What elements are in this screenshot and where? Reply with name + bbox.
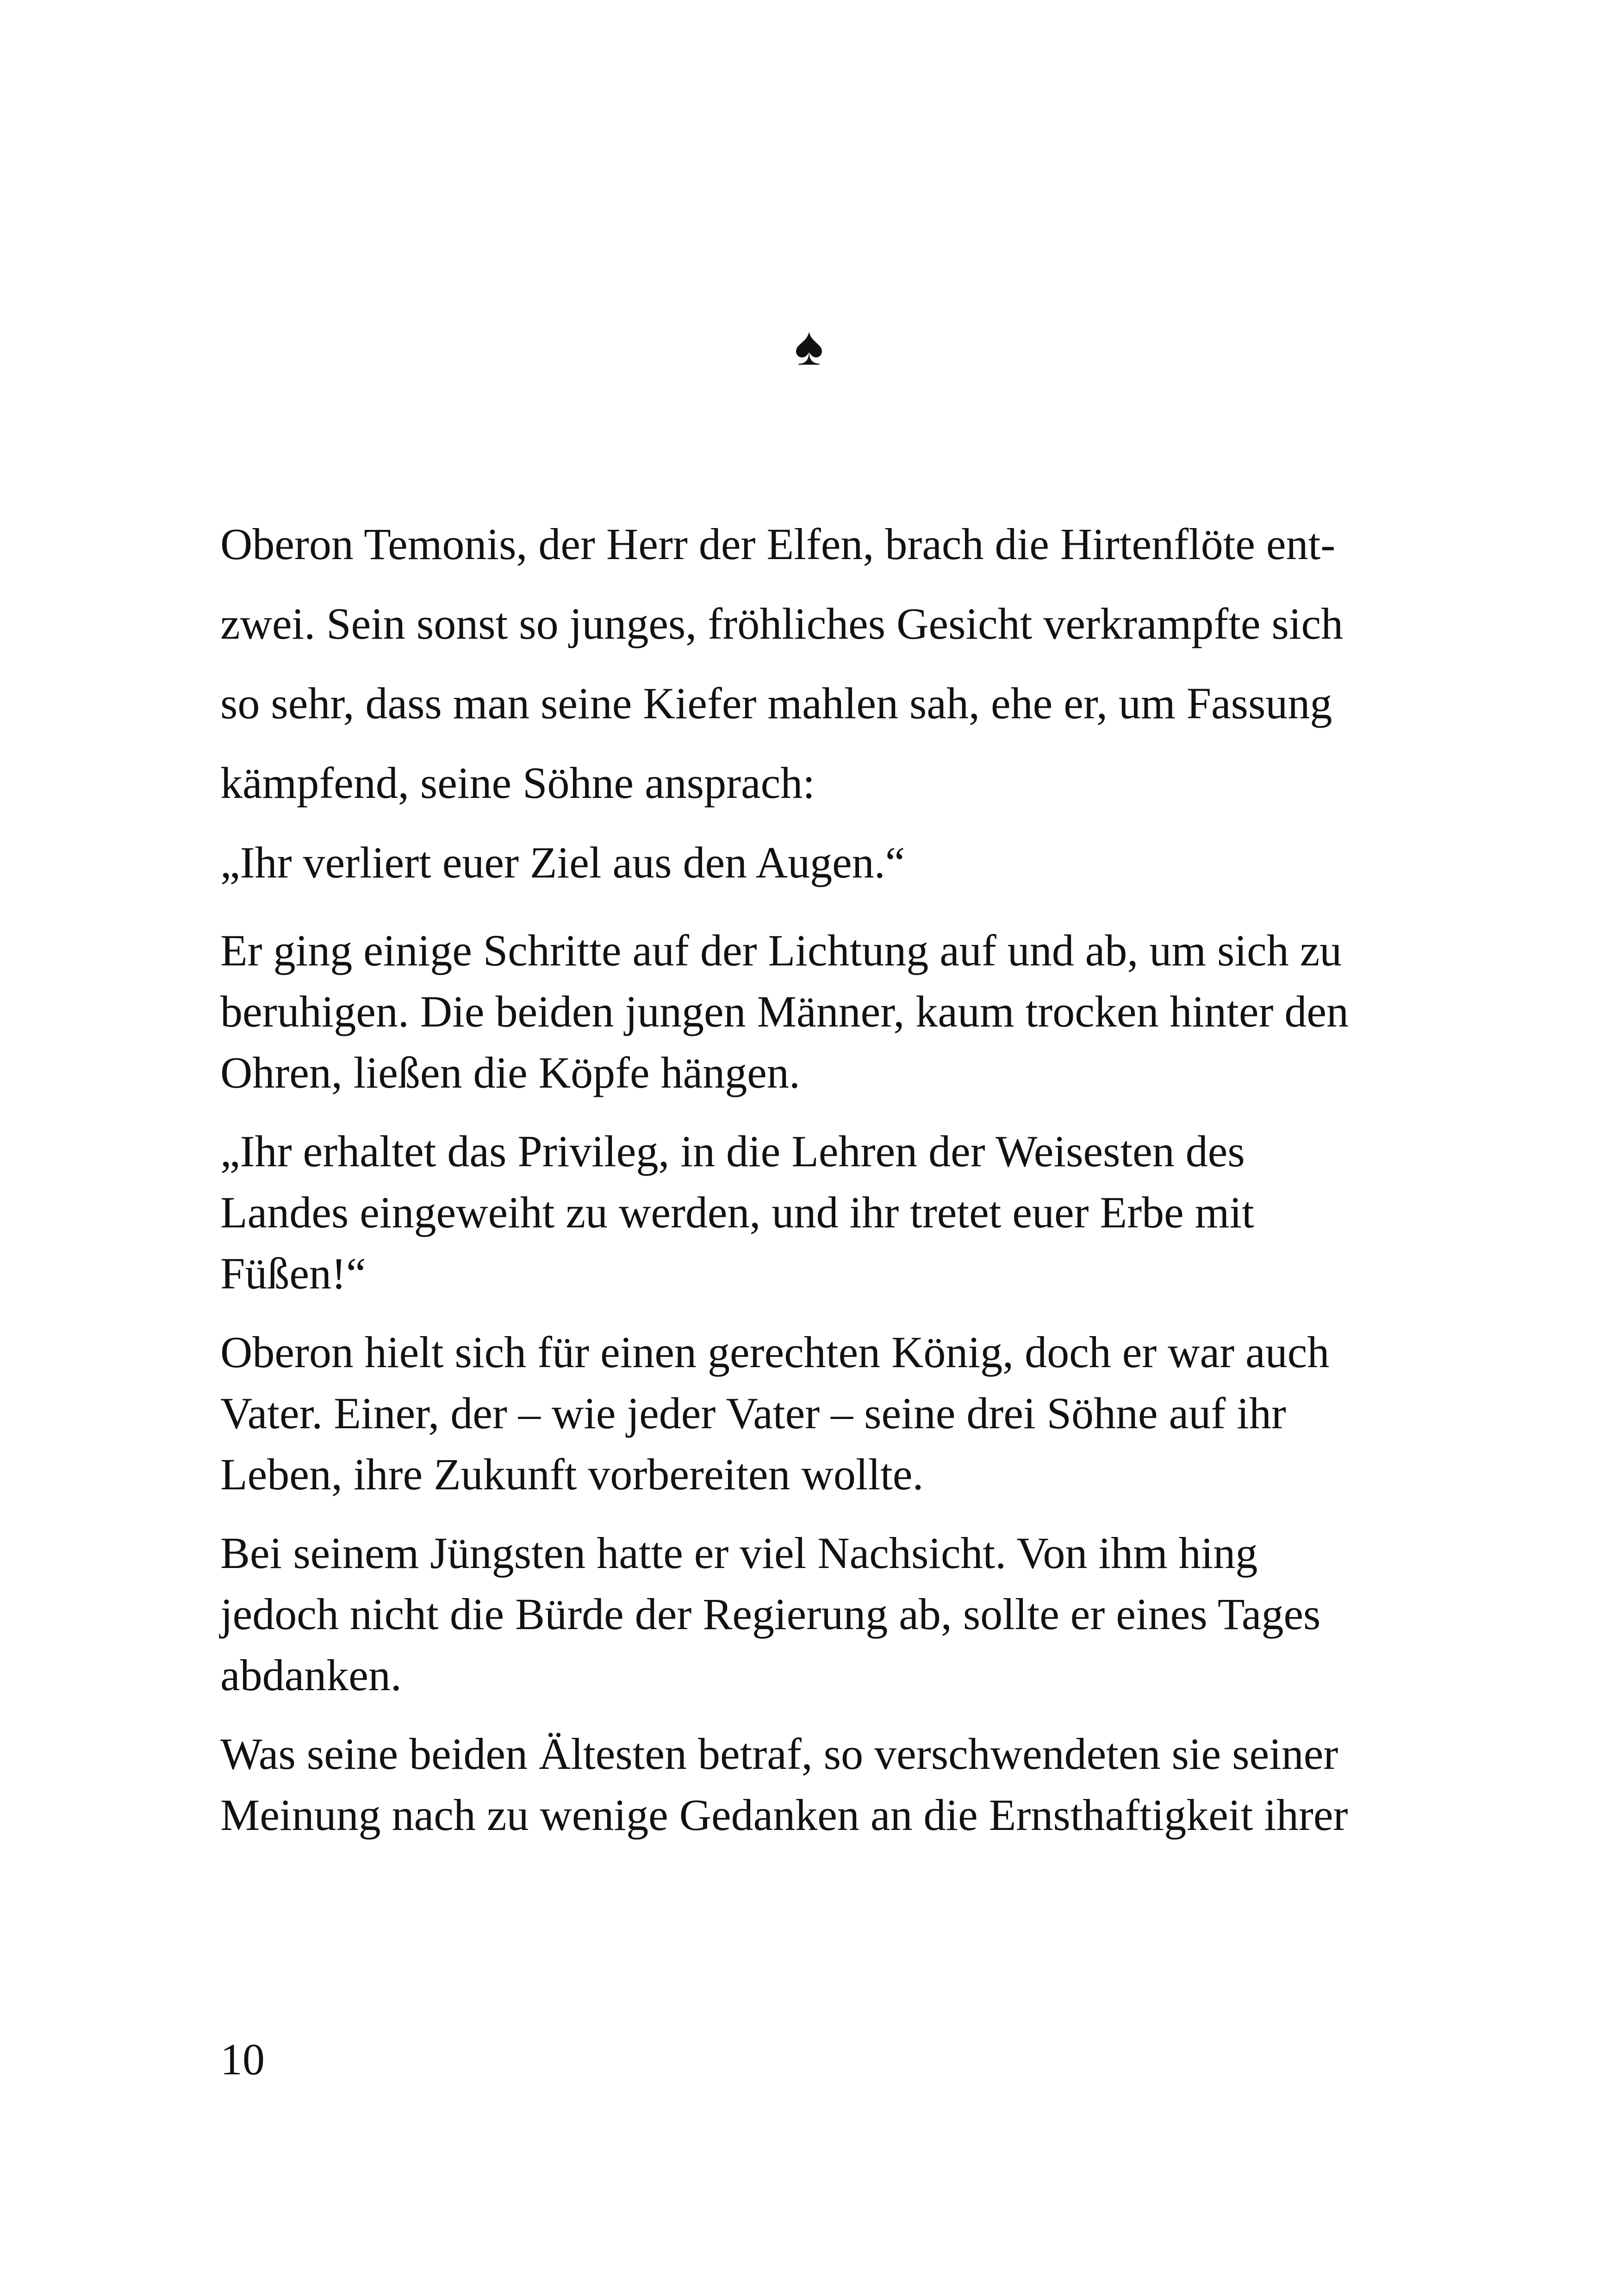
paragraph-6 [220,1724,1405,1846]
body-text [220,504,1405,1846]
paragraph-2 [220,920,1405,1103]
text-line: Ohren, ließen die Köpfe hängen. [220,1048,800,1097]
paragraph-5 [220,1523,1405,1706]
paragraph-3 [220,1121,1405,1304]
text-line: Bei seinem Jüngsten hatte er viel Nachsicht. Von ihm hing [220,1528,1258,1578]
text-line: beruhigen. Die beiden jungen Männer, kaum trocken hinter den [220,987,1349,1036]
text-line: Oberon Temonis, der Herr der Elfen, brach die Hirtenflöte ent- [220,519,1336,569]
text-line: Vater. Einer, der – wie jeder Vater – seine drei Söhne auf ihr [220,1388,1286,1438]
text-line: Landes eingeweiht zu werden, und ihr tretet euer Erbe mit [220,1188,1254,1237]
page-number: 10 [220,2035,265,2084]
text-line: abdanken. [220,1650,402,1700]
text-line: Er ging einige Schritte auf der Lichtung auf und ab, um sich zu [220,926,1342,975]
paragraph-1 [220,504,1405,902]
text-line: Leben, ihre Zukunft vorbereiten wollte. [220,1450,924,1499]
text-line: zwei. Sein sonst so junges, fröhliches Gesicht verkrampfte sich [220,599,1344,648]
text-line: „Ihr verliert euer Ziel aus den Augen.“ [220,838,905,887]
spade-ornament-icon: ♠ [794,316,824,377]
text-line: so sehr, dass man seine Kiefer mahlen sah, ehe er, um Fassung [220,678,1332,728]
text-line: Oberon hielt sich für einen gerechten König, doch er war auch [220,1327,1330,1377]
text-line: Füßen!“ [220,1249,366,1298]
text-line: kämpfend, seine Söhne ansprach: [220,758,815,808]
text-line: Was seine beiden Ältesten betraf, so verschwendeten sie seiner [220,1729,1338,1779]
text-line: jedoch nicht die Bürde der Regierung ab, sollte er eines Tages [220,1589,1321,1639]
paragraph-4 [220,1322,1405,1505]
text-line: Meinung nach zu wenige Gedanken an die Ernsthaftigkeit ihrer [220,1790,1348,1840]
text-line: „Ihr erhaltet das Privileg, in die Lehren der Weisesten des [220,1126,1245,1176]
